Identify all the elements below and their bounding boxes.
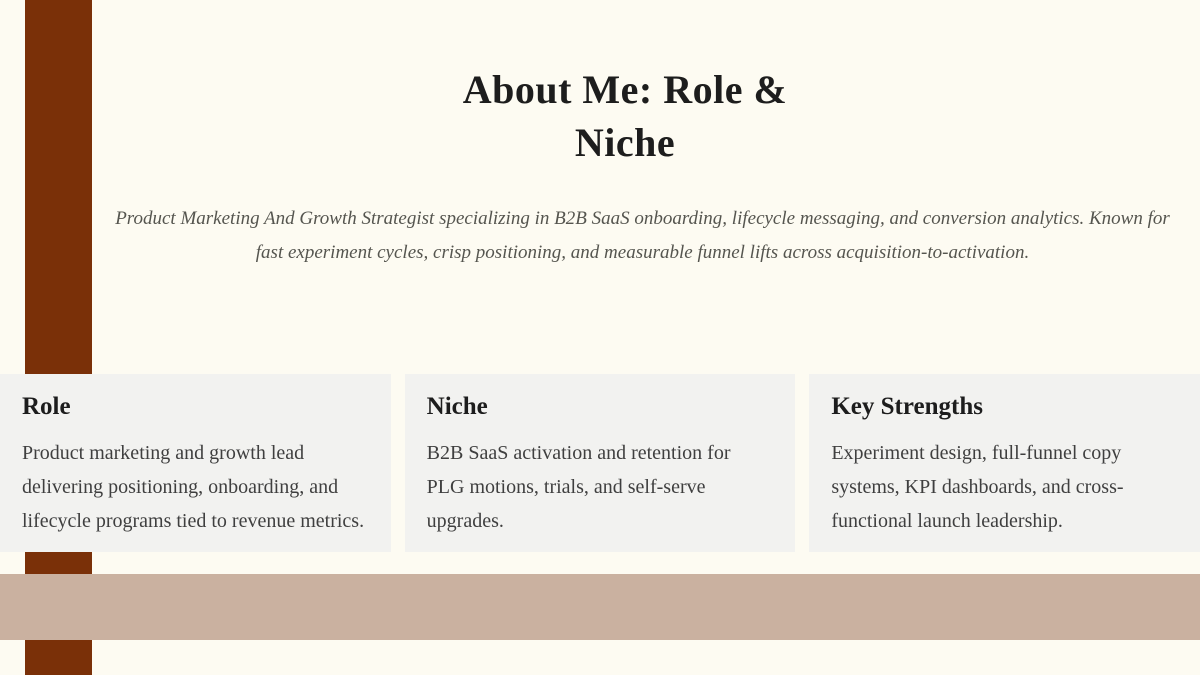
card-role-body: Product marketing and growth lead delivering positioning, onboarding, and lifecycle programs tied to revenue metrics.: [22, 442, 365, 532]
card-key-strengths: [809, 374, 1200, 552]
page-subtitle: Product Marketing And Growth Strategist specializing in B2B SaaS onboarding, lifecycle messaging, and conversion analytics. Known for fast experiment cycles, crisp positioning, and measurable funnel lifts across acquisition-to-activation.: [115, 208, 1170, 263]
card-role: [0, 374, 391, 552]
card-niche-body: B2B SaaS activation and retention for PLG motions, trials, and self-serve upgrades.: [426, 442, 731, 532]
card-niche-title: Niche: [426, 393, 488, 420]
page-title: [50, 63, 1200, 169]
card-role-title: Role: [22, 393, 71, 420]
page-title-line2: Niche: [574, 120, 676, 165]
cards-row: [0, 374, 1200, 552]
card-key-strengths-body: Experiment design, full-funnel copy systems, KPI dashboards, and cross-functional launch leadership.: [831, 442, 1124, 532]
card-niche: [405, 374, 796, 552]
bottom-accent-band: [0, 574, 1200, 640]
page-title-line1: About Me: Role &: [462, 67, 788, 112]
card-key-strengths-title: Key Strengths: [831, 393, 983, 420]
